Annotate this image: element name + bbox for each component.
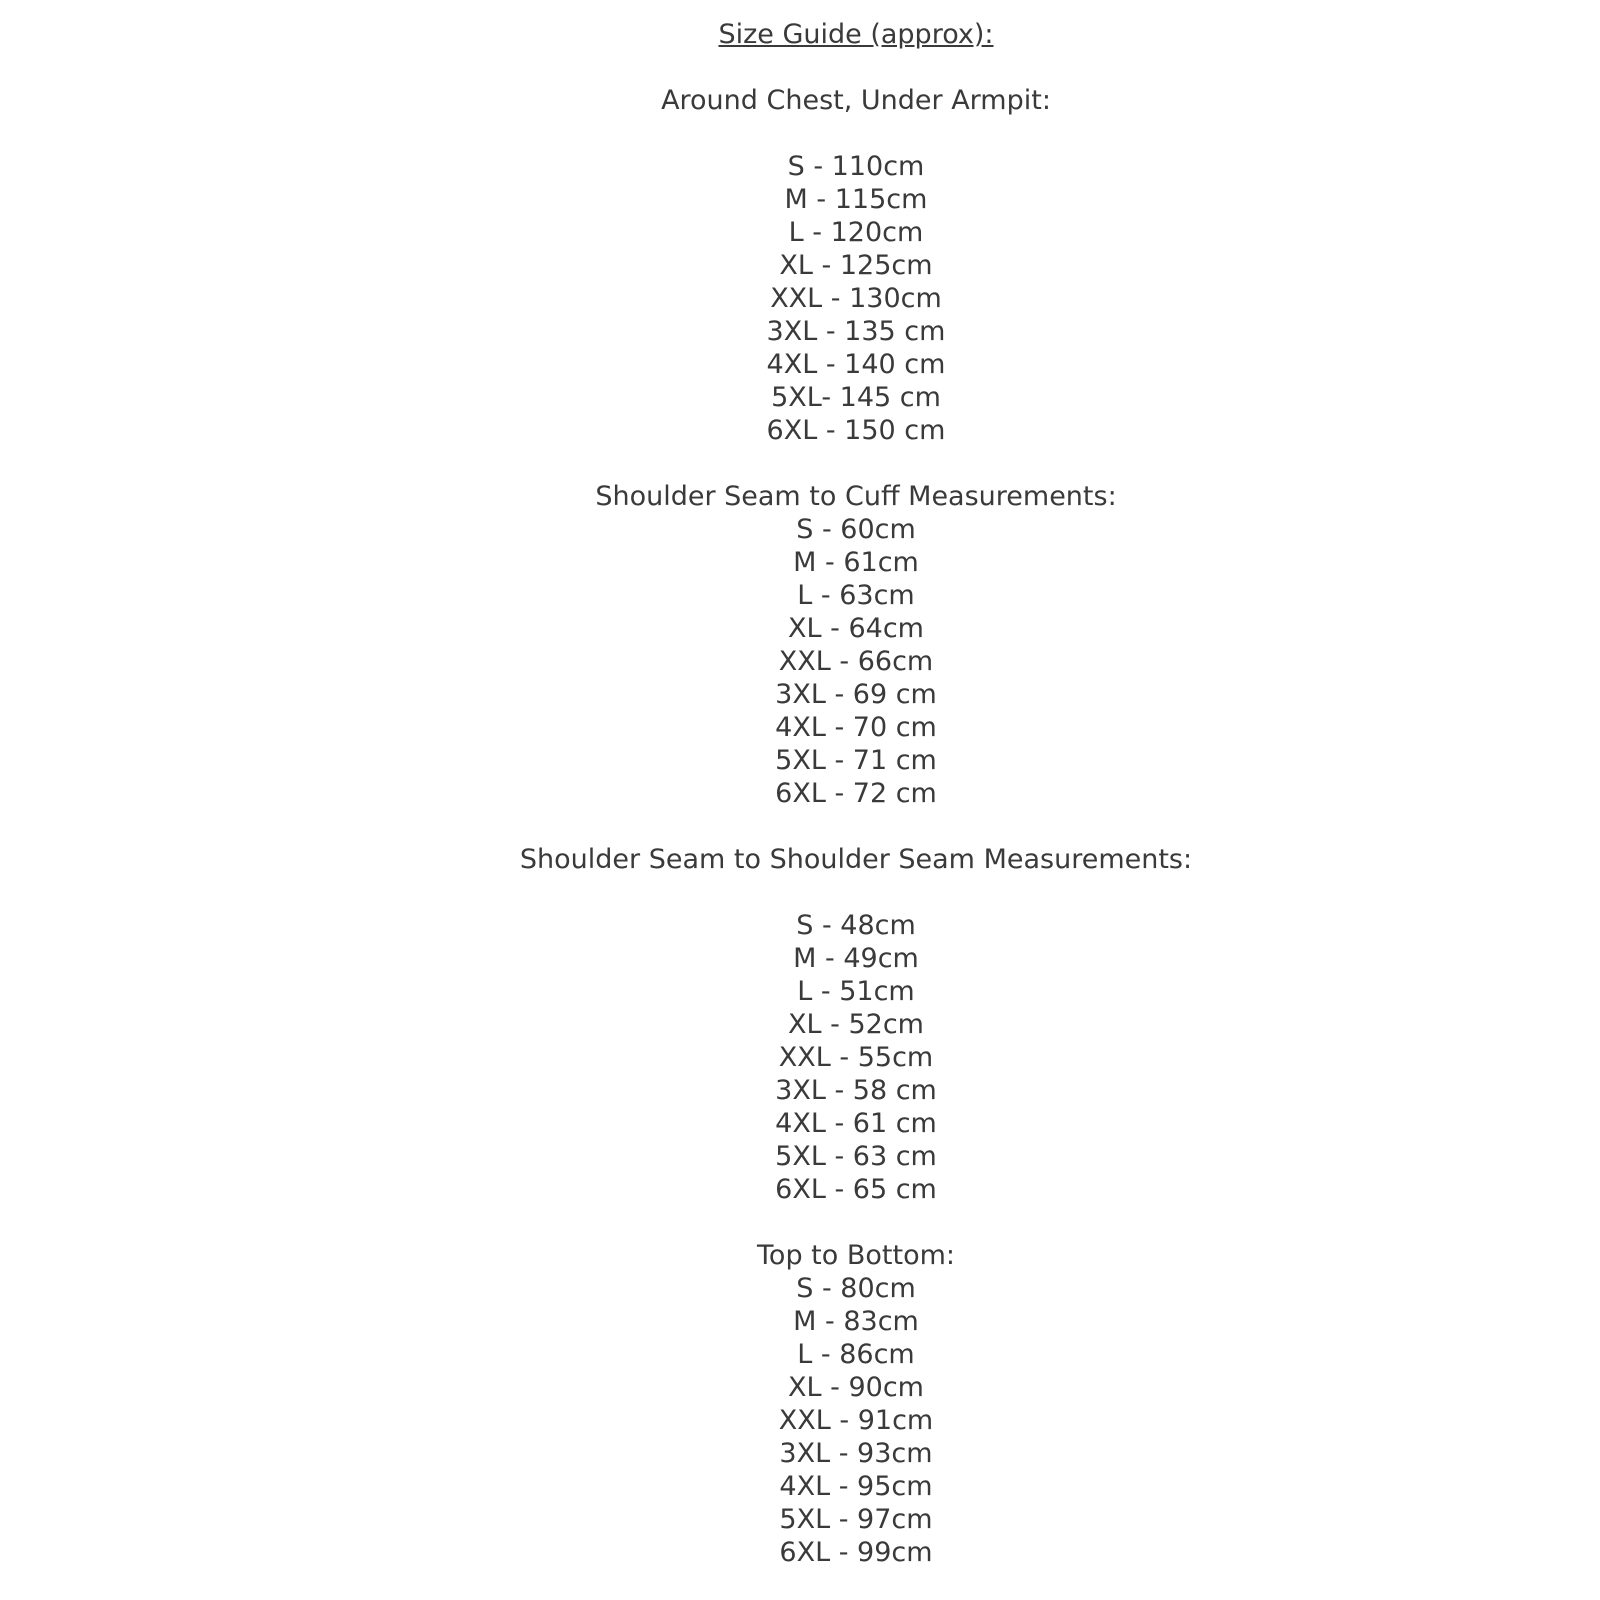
section-heading: Top to Bottom: [757, 1240, 955, 1271]
measurement-item: S - 48cm [796, 910, 916, 941]
measurement-item: M - 115cm [784, 184, 928, 215]
measurement-item: XXL - 66cm [778, 646, 934, 677]
section-shoulder-to-shoulder [112, 810, 1600, 1206]
measurement-item: XXL - 130cm [770, 283, 942, 314]
page-title: Size Guide (approx): [718, 19, 994, 50]
measurement-item: XL - 90cm [788, 1372, 924, 1403]
size-guide-document [112, 0, 1600, 1569]
measurement-item: 6XL - 72 cm [775, 778, 937, 809]
measurement-item: 3XL - 135 cm [766, 316, 946, 347]
measurement-item: 3XL - 93cm [779, 1438, 933, 1469]
measurement-item: S - 60cm [796, 514, 916, 545]
measurement-item: 4XL - 95cm [779, 1471, 933, 1502]
measurement-item: L - 86cm [797, 1339, 915, 1370]
measurement-item: S - 80cm [796, 1273, 916, 1304]
measurement-item: S - 110cm [787, 151, 925, 182]
measurement-item: XL - 52cm [788, 1009, 924, 1040]
measurement-item: 5XL- 145 cm [771, 382, 941, 413]
measurement-item: 6XL - 65 cm [775, 1174, 937, 1205]
measurement-item: XXL - 91cm [778, 1405, 934, 1436]
measurement-item: 4XL - 140 cm [766, 349, 946, 380]
measurement-item: XXL - 55cm [778, 1042, 934, 1073]
measurement-item: 6XL - 150 cm [766, 415, 946, 446]
measurement-item: L - 120cm [788, 217, 924, 248]
measurement-item: 4XL - 70 cm [775, 712, 937, 743]
measurement-item: 4XL - 61 cm [775, 1108, 937, 1139]
section-heading: Shoulder Seam to Shoulder Seam Measurements: [519, 844, 1193, 875]
section-around-chest [112, 84, 1600, 447]
measurement-item: 6XL - 99cm [779, 1537, 933, 1568]
measurement-item: 3XL - 58 cm [775, 1075, 937, 1106]
measurement-item: XL - 64cm [788, 613, 924, 644]
section-heading: Around Chest, Under Armpit: [661, 85, 1051, 116]
measurement-item: M - 83cm [793, 1306, 919, 1337]
measurement-item: 5XL - 71 cm [775, 745, 937, 776]
measurement-item: 5XL - 63 cm [775, 1141, 937, 1172]
measurement-item: 5XL - 97cm [779, 1504, 933, 1535]
section-top-to-bottom [112, 1206, 1600, 1569]
measurement-item: L - 63cm [797, 580, 915, 611]
measurement-item: XL - 125cm [779, 250, 933, 281]
section-shoulder-to-cuff [112, 447, 1600, 810]
measurement-item: M - 61cm [793, 547, 919, 578]
measurement-item: L - 51cm [797, 976, 915, 1007]
section-heading: Shoulder Seam to Cuff Measurements: [595, 481, 1117, 512]
measurement-item: 3XL - 69 cm [775, 679, 937, 710]
measurement-item: M - 49cm [793, 943, 919, 974]
